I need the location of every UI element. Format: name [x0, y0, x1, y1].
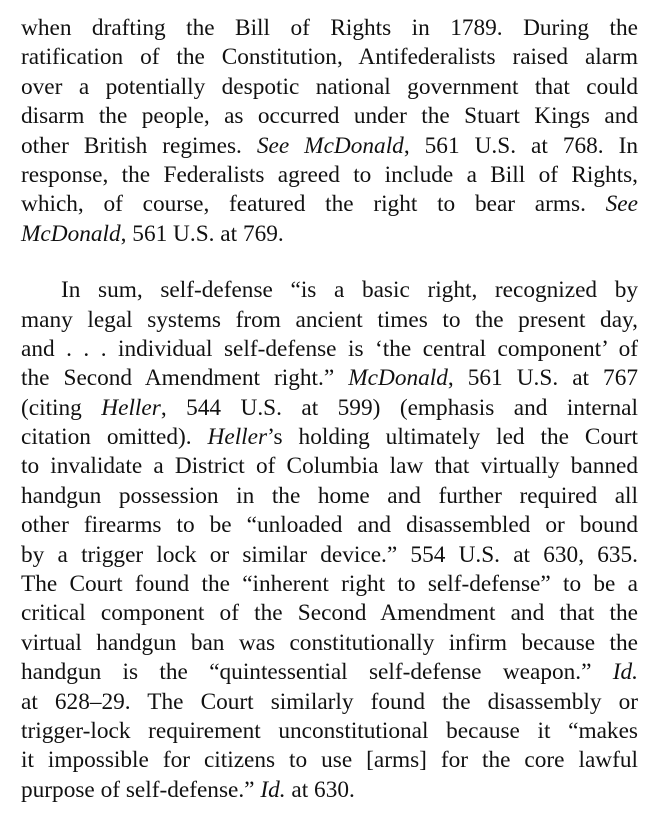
text-segment: purpose of self-defense.”	[21, 776, 261, 803]
text-segment: it impossible for citizens to use [arms] for the core lawful	[21, 747, 638, 774]
italic-citation: Id.	[260, 776, 286, 803]
text-line	[21, 776, 638, 805]
italic-citation: McDonald	[21, 220, 121, 247]
text-line	[21, 394, 638, 423]
text-line	[21, 511, 638, 540]
text-segment: response, the Federalists agreed to include a Bill of Rights,	[21, 161, 638, 188]
text-segment: when drafting the Bill of Rights in 1789. During the	[21, 15, 638, 41]
text-line	[21, 335, 638, 364]
text-line	[21, 746, 638, 775]
text-segment: many legal systems from ancient times to the present day,	[21, 306, 638, 333]
text-line	[21, 14, 638, 43]
italic-citation: Heller	[207, 424, 268, 451]
italic-citation: See McDonald	[256, 132, 404, 159]
text-segment: at 630.	[285, 776, 355, 803]
text-line	[21, 541, 638, 570]
text-segment: by a trigger lock or similar device.” 554 U.S. at 630, 635.	[21, 541, 638, 568]
text-segment: , 561 U.S. at 769.	[120, 220, 284, 247]
text-segment: citation omitted).	[21, 424, 208, 451]
text-segment: , 544 U.S. at 599) (emphasis and internal	[160, 394, 638, 421]
text-segment: The Court found the “inherent right to self-defense” to be a	[21, 571, 638, 598]
text-line	[21, 599, 638, 628]
text-line	[21, 161, 638, 190]
text-line	[21, 102, 638, 131]
text-line	[21, 688, 638, 717]
text-line	[21, 629, 638, 658]
italic-citation: Heller	[101, 394, 161, 421]
text-segment: , 561 U.S. at 768. In	[403, 132, 638, 159]
text-segment: virtual handgun ban was constitutionally infirm because the	[21, 629, 638, 656]
text-line	[21, 717, 638, 746]
text-segment: at 628–29. The Court similarly found the disassembly or	[21, 688, 638, 715]
text-segment: In sum, self-defense “is a basic right, recognized by	[61, 277, 638, 304]
text-line	[21, 43, 638, 72]
text-segment: handgun is the “quintessential self-defense weapon.”	[21, 659, 613, 686]
text-segment: critical component of the Second Amendment and that the	[21, 600, 638, 627]
text-segment: (citing	[21, 394, 102, 421]
document-page	[21, 14, 638, 805]
text-line	[21, 364, 638, 393]
text-line	[21, 132, 638, 161]
paragraph	[21, 276, 638, 805]
italic-citation: See	[605, 191, 638, 218]
text-segment: other firearms to be “unloaded and disassembled or bound	[21, 512, 638, 539]
text-segment: disarm the people, as occurred under the Stuart Kings and	[21, 103, 638, 130]
text-line	[21, 276, 638, 305]
text-line	[21, 570, 638, 599]
text-segment: the Second Amendment right.”	[21, 365, 349, 392]
text-segment: trigger-lock requirement unconstitutional because it “makes	[21, 717, 638, 744]
italic-citation: McDonald	[348, 365, 448, 392]
text-segment: over a potentially despotic national government that could	[21, 73, 638, 100]
text-line	[21, 658, 638, 687]
text-segment: to invalidate a District of Columbia law that virtually banned	[21, 453, 638, 480]
text-segment: handgun possession in the home and further required all	[21, 482, 638, 509]
text-segment: other British regimes.	[21, 132, 257, 159]
paragraph-gap	[21, 249, 638, 276]
text-line	[21, 220, 638, 249]
text-line	[21, 190, 638, 219]
text-segment: which, of course, featured the right to bear arms.	[21, 191, 606, 218]
text-line	[21, 423, 638, 452]
paragraph	[21, 14, 638, 249]
text-segment: ’s holding ultimately led the Court	[267, 424, 638, 451]
text-line	[21, 452, 638, 481]
text-segment: , 561 U.S. at 767	[447, 365, 638, 392]
text-line	[21, 306, 638, 335]
text-line	[21, 482, 638, 511]
text-segment: and . . . individual self-defense is ‘the central component’ of	[21, 335, 638, 362]
italic-citation: Id.	[612, 659, 638, 686]
text-line	[21, 73, 638, 102]
text-segment: ratification of the Constitution, Antifederalists raised alarm	[21, 44, 638, 71]
